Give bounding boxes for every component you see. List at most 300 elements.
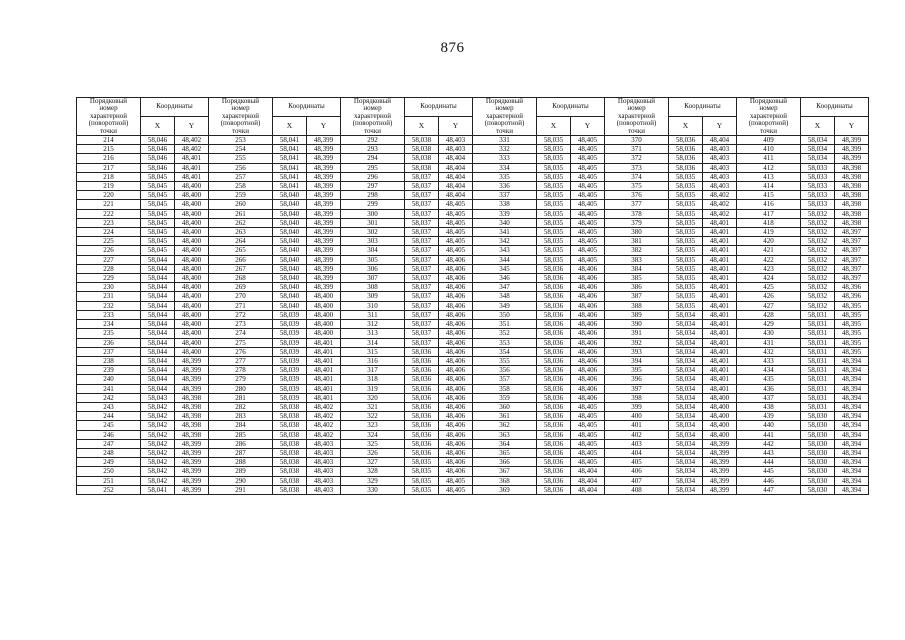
x-cell: 58,035 [669, 172, 703, 181]
point-number-cell: 376 [605, 191, 669, 200]
x-cell: 58,035 [537, 182, 571, 191]
y-cell: 48,398 [835, 200, 869, 209]
point-number-cell: 221 [77, 200, 141, 209]
y-cell: 48,395 [835, 338, 869, 347]
y-cell: 48,401 [703, 366, 737, 375]
x-cell: 58,042 [141, 412, 175, 421]
point-number-cell: 391 [605, 329, 669, 338]
x-cell: 58,041 [273, 154, 307, 163]
point-number-cell: 371 [605, 145, 669, 154]
point-number-cell: 233 [77, 310, 141, 319]
point-number-cell: 234 [77, 320, 141, 329]
x-cell: 58,034 [669, 329, 703, 338]
x-cell: 58,038 [405, 163, 439, 172]
y-cell: 48,406 [439, 283, 473, 292]
y-cell: 48,398 [175, 430, 209, 439]
point-number-cell: 281 [209, 393, 273, 402]
y-cell: 48,406 [439, 301, 473, 310]
y-cell: 48,403 [307, 485, 341, 494]
point-number-cell: 231 [77, 292, 141, 301]
y-cell: 48,399 [835, 136, 869, 145]
point-number-cell: 242 [77, 393, 141, 402]
point-number-cell: 315 [341, 347, 405, 356]
x-cell: 58,040 [273, 246, 307, 255]
y-cell: 48,405 [439, 209, 473, 218]
y-cell: 48,405 [571, 246, 605, 255]
x-cell: 58,039 [273, 366, 307, 375]
y-cell: 48,405 [571, 458, 605, 467]
y-cell: 48,394 [835, 421, 869, 430]
point-number-cell: 248 [77, 448, 141, 457]
point-number-cell: 217 [77, 163, 141, 172]
y-cell: 48,406 [439, 412, 473, 421]
y-cell: 48,401 [703, 356, 737, 365]
y-cell: 48,399 [307, 209, 341, 218]
point-number-cell: 287 [209, 448, 273, 457]
y-cell: 48,399 [307, 228, 341, 237]
y-cell: 48,394 [835, 476, 869, 485]
x-cell: 58,036 [537, 283, 571, 292]
point-number-cell: 344 [473, 255, 537, 264]
y-cell: 48,406 [439, 421, 473, 430]
point-number-cell: 339 [473, 209, 537, 218]
point-number-cell: 258 [209, 182, 273, 191]
table-row [77, 402, 869, 411]
y-cell: 48,406 [439, 448, 473, 457]
point-number-cell: 411 [737, 154, 801, 163]
point-number-cell: 305 [341, 255, 405, 264]
x-cell: 58,036 [405, 421, 439, 430]
x-cell: 58,032 [801, 301, 835, 310]
y-cell: 48,406 [571, 274, 605, 283]
y-cell: 48,405 [571, 439, 605, 448]
point-number-cell: 225 [77, 237, 141, 246]
point-number-cell: 241 [77, 384, 141, 393]
x-cell: 58,036 [537, 384, 571, 393]
point-number-cell: 373 [605, 163, 669, 172]
y-cell: 48,399 [175, 467, 209, 476]
x-cell: 58,044 [141, 255, 175, 264]
x-cell: 58,036 [537, 356, 571, 365]
y-cell: 48,403 [703, 163, 737, 172]
point-number-cell: 269 [209, 283, 273, 292]
point-number-cell: 409 [737, 136, 801, 145]
x-cell: 58,040 [273, 283, 307, 292]
x-cell: 58,037 [405, 310, 439, 319]
table-row [77, 356, 869, 365]
point-number-cell: 289 [209, 467, 273, 476]
table-row [77, 458, 869, 467]
x-cell: 58,036 [537, 366, 571, 375]
coordinates-table [76, 97, 869, 495]
point-number-cell: 330 [341, 485, 405, 494]
table-row [77, 310, 869, 319]
x-cell: 58,037 [405, 320, 439, 329]
y-cell: 48,402 [175, 145, 209, 154]
x-cell: 58,040 [273, 237, 307, 246]
y-cell: 48,394 [835, 458, 869, 467]
y-cell: 48,399 [175, 439, 209, 448]
y-cell: 48,406 [439, 347, 473, 356]
x-cell: 58,033 [801, 191, 835, 200]
point-number-cell: 384 [605, 264, 669, 273]
x-cell: 58,044 [141, 329, 175, 338]
point-number-cell: 316 [341, 356, 405, 365]
y-cell: 48,405 [571, 237, 605, 246]
x-cell: 58,031 [801, 356, 835, 365]
y-cell: 48,399 [307, 264, 341, 273]
point-number-cell: 302 [341, 228, 405, 237]
y-cell: 48,397 [835, 228, 869, 237]
coordinates-header: Координаты [537, 98, 605, 117]
x-cell: 58,042 [141, 439, 175, 448]
table-row [77, 329, 869, 338]
y-cell: 48,398 [175, 421, 209, 430]
point-number-cell: 325 [341, 439, 405, 448]
y-cell: 48,399 [703, 467, 737, 476]
point-number-cell: 360 [473, 402, 537, 411]
point-number-cell: 328 [341, 467, 405, 476]
point-number-cell: 278 [209, 366, 273, 375]
point-number-cell: 429 [737, 320, 801, 329]
y-cell: 48,400 [175, 218, 209, 227]
x-cell: 58,030 [801, 485, 835, 494]
y-cell: 48,401 [307, 356, 341, 365]
x-cell: 58,036 [405, 412, 439, 421]
table-row [77, 283, 869, 292]
y-cell: 48,399 [703, 485, 737, 494]
point-number-cell: 280 [209, 384, 273, 393]
table-row [77, 136, 869, 145]
y-cell: 48,404 [439, 154, 473, 163]
x-cell: 58,030 [801, 448, 835, 457]
point-number-cell: 275 [209, 338, 273, 347]
y-cell: 48,405 [439, 237, 473, 246]
point-number-cell: 232 [77, 301, 141, 310]
point-number-cell: 263 [209, 228, 273, 237]
coordinates-header: Координаты [801, 98, 869, 117]
y-cell: 48,401 [307, 366, 341, 375]
point-number-cell: 215 [77, 145, 141, 154]
y-cell: 48,406 [439, 255, 473, 264]
y-cell: 48,395 [835, 347, 869, 356]
x-cell: 58,034 [669, 356, 703, 365]
y-cell: 48,399 [307, 154, 341, 163]
x-cell: 58,036 [405, 448, 439, 457]
point-number-cell: 418 [737, 218, 801, 227]
point-number-cell: 313 [341, 329, 405, 338]
x-cell: 58,046 [141, 136, 175, 145]
point-number-cell: 264 [209, 237, 273, 246]
table-row [77, 218, 869, 227]
point-number-cell: 227 [77, 255, 141, 264]
y-cell: 48,399 [175, 476, 209, 485]
x-cell: 58,036 [537, 402, 571, 411]
point-number-cell: 279 [209, 375, 273, 384]
x-cell: 58,037 [405, 255, 439, 264]
point-number-cell: 337 [473, 191, 537, 200]
point-number-cell: 307 [341, 274, 405, 283]
point-number-cell: 293 [341, 145, 405, 154]
x-cell: 58,030 [801, 439, 835, 448]
y-cell: 48,405 [571, 430, 605, 439]
x-cell: 58,035 [537, 136, 571, 145]
point-number-cell: 387 [605, 292, 669, 301]
x-cell: 58,032 [801, 209, 835, 218]
x-cell: 58,034 [669, 467, 703, 476]
x-cell: 58,045 [141, 191, 175, 200]
y-cell: 48,394 [835, 366, 869, 375]
point-number-cell: 382 [605, 246, 669, 255]
coordinates-header: Координаты [669, 98, 737, 117]
x-cell: 58,037 [405, 237, 439, 246]
x-cell: 58,039 [273, 347, 307, 356]
point-number-cell: 237 [77, 347, 141, 356]
y-cell: 48,399 [307, 218, 341, 227]
y-cell: 48,399 [175, 366, 209, 375]
point-number-cell: 343 [473, 246, 537, 255]
y-cell: 48,401 [703, 264, 737, 273]
point-number-cell: 349 [473, 301, 537, 310]
point-number-cell: 260 [209, 200, 273, 209]
y-cell: 48,405 [571, 145, 605, 154]
y-cell: 48,401 [703, 292, 737, 301]
point-number-cell: 271 [209, 301, 273, 310]
point-number-cell: 257 [209, 172, 273, 181]
x-cell: 58,036 [669, 154, 703, 163]
x-cell: 58,033 [801, 182, 835, 191]
y-cell: 48,400 [175, 274, 209, 283]
x-cell: 58,034 [669, 310, 703, 319]
x-header: X [537, 117, 571, 136]
y-cell: 48,401 [703, 384, 737, 393]
y-cell: 48,399 [175, 375, 209, 384]
x-cell: 58,044 [141, 310, 175, 319]
point-number-cell: 365 [473, 448, 537, 457]
x-cell: 58,034 [669, 375, 703, 384]
table-row [77, 209, 869, 218]
point-number-cell: 352 [473, 329, 537, 338]
x-cell: 58,040 [273, 228, 307, 237]
x-cell: 58,036 [405, 439, 439, 448]
table-row [77, 320, 869, 329]
x-cell: 58,034 [669, 448, 703, 457]
point-number-cell: 265 [209, 246, 273, 255]
point-number-cell: 438 [737, 402, 801, 411]
x-cell: 58,040 [273, 255, 307, 264]
x-cell: 58,032 [801, 255, 835, 264]
point-number-cell: 388 [605, 301, 669, 310]
y-cell: 48,406 [439, 264, 473, 273]
x-cell: 58,040 [273, 264, 307, 273]
table-row [77, 182, 869, 191]
x-cell: 58,037 [405, 218, 439, 227]
y-cell: 48,406 [439, 430, 473, 439]
y-cell: 48,402 [307, 421, 341, 430]
point-number-cell: 245 [77, 421, 141, 430]
x-cell: 58,034 [669, 320, 703, 329]
point-number-cell: 311 [341, 310, 405, 319]
x-cell: 58,036 [537, 467, 571, 476]
table-row [77, 485, 869, 494]
point-number-cell: 377 [605, 200, 669, 209]
point-number-cell: 324 [341, 430, 405, 439]
y-cell: 48,400 [175, 283, 209, 292]
x-cell: 58,032 [801, 274, 835, 283]
x-cell: 58,038 [273, 485, 307, 494]
table-row [77, 274, 869, 283]
point-number-cell: 403 [605, 439, 669, 448]
y-cell: 48,400 [703, 393, 737, 402]
point-number-cell: 419 [737, 228, 801, 237]
x-cell: 58,040 [273, 209, 307, 218]
x-cell: 58,038 [273, 458, 307, 467]
y-cell: 48,403 [307, 448, 341, 457]
point-number-cell: 219 [77, 182, 141, 191]
y-cell: 48,406 [439, 356, 473, 365]
x-cell: 58,034 [669, 458, 703, 467]
point-number-cell: 318 [341, 375, 405, 384]
y-cell: 48,400 [307, 320, 341, 329]
y-cell: 48,405 [571, 448, 605, 457]
y-cell: 48,405 [439, 246, 473, 255]
point-number-cell: 214 [77, 136, 141, 145]
x-cell: 58,034 [669, 366, 703, 375]
y-cell: 48,400 [307, 329, 341, 338]
x-cell: 58,035 [405, 467, 439, 476]
point-number-cell: 341 [473, 228, 537, 237]
y-cell: 48,405 [571, 191, 605, 200]
point-number-cell: 359 [473, 393, 537, 402]
y-cell: 48,405 [439, 476, 473, 485]
y-cell: 48,400 [175, 182, 209, 191]
x-cell: 58,034 [669, 476, 703, 485]
x-cell: 58,036 [537, 476, 571, 485]
x-cell: 58,034 [801, 154, 835, 163]
y-cell: 48,406 [571, 366, 605, 375]
point-number-cell: 272 [209, 310, 273, 319]
x-cell: 58,034 [669, 338, 703, 347]
point-number-cell: 249 [77, 458, 141, 467]
x-cell: 58,032 [801, 283, 835, 292]
x-cell: 58,041 [273, 172, 307, 181]
x-cell: 58,035 [405, 458, 439, 467]
table-row [77, 145, 869, 154]
point-number-cell: 408 [605, 485, 669, 494]
point-number-cell: 335 [473, 172, 537, 181]
x-cell: 58,035 [669, 246, 703, 255]
x-cell: 58,035 [537, 154, 571, 163]
y-cell: 48,397 [835, 246, 869, 255]
y-cell: 48,402 [307, 412, 341, 421]
point-number-cell: 223 [77, 218, 141, 227]
point-number-cell: 348 [473, 292, 537, 301]
x-cell: 58,038 [405, 136, 439, 145]
x-cell: 58,038 [273, 421, 307, 430]
point-number-cell: 383 [605, 255, 669, 264]
y-cell: 48,398 [835, 218, 869, 227]
point-number-cell: 267 [209, 264, 273, 273]
y-cell: 48,401 [703, 338, 737, 347]
point-number-cell: 396 [605, 375, 669, 384]
x-cell: 58,038 [273, 430, 307, 439]
point-number-cell: 361 [473, 412, 537, 421]
x-cell: 58,036 [669, 145, 703, 154]
page-number: 876 [440, 40, 465, 56]
x-cell: 58,037 [405, 264, 439, 273]
x-cell: 58,039 [273, 356, 307, 365]
x-cell: 58,035 [405, 485, 439, 494]
point-number-cell: 347 [473, 283, 537, 292]
y-cell: 48,398 [175, 412, 209, 421]
x-cell: 58,038 [273, 402, 307, 411]
y-cell: 48,399 [307, 246, 341, 255]
point-number-cell: 353 [473, 338, 537, 347]
y-cell: 48,405 [571, 182, 605, 191]
point-number-cell: 431 [737, 338, 801, 347]
y-cell: 48,402 [703, 209, 737, 218]
point-number-cell: 435 [737, 375, 801, 384]
x-cell: 58,036 [537, 301, 571, 310]
y-cell: 48,403 [703, 145, 737, 154]
point-number-cell: 304 [341, 246, 405, 255]
coordinates-header: Координаты [141, 98, 209, 117]
x-cell: 58,038 [273, 448, 307, 457]
point-number-cell: 331 [473, 136, 537, 145]
point-number-cell: 308 [341, 283, 405, 292]
point-number-cell: 319 [341, 384, 405, 393]
point-number-cell: 426 [737, 292, 801, 301]
x-cell: 58,044 [141, 347, 175, 356]
point-number-cell: 306 [341, 264, 405, 273]
x-cell: 58,036 [537, 310, 571, 319]
point-number-cell: 420 [737, 237, 801, 246]
y-cell: 48,401 [307, 393, 341, 402]
point-number-cell: 320 [341, 393, 405, 402]
y-cell: 48,399 [175, 485, 209, 494]
x-cell: 58,040 [273, 274, 307, 283]
y-cell: 48,398 [835, 209, 869, 218]
x-cell: 58,044 [141, 375, 175, 384]
y-cell: 48,401 [703, 329, 737, 338]
y-cell: 48,401 [703, 375, 737, 384]
x-cell: 58,036 [537, 393, 571, 402]
y-cell: 48,406 [439, 366, 473, 375]
x-cell: 58,036 [537, 439, 571, 448]
table-row [77, 237, 869, 246]
y-header: Y [307, 117, 341, 136]
point-number-cell: 368 [473, 476, 537, 485]
y-cell: 48,394 [835, 448, 869, 457]
point-number-cell: 296 [341, 172, 405, 181]
y-cell: 48,403 [307, 439, 341, 448]
x-cell: 58,044 [141, 292, 175, 301]
point-number-cell: 239 [77, 366, 141, 375]
x-cell: 58,035 [537, 237, 571, 246]
y-cell: 48,398 [835, 191, 869, 200]
point-number-cell: 300 [341, 209, 405, 218]
y-cell: 48,398 [835, 163, 869, 172]
y-cell: 48,403 [307, 458, 341, 467]
x-cell: 58,045 [141, 182, 175, 191]
y-cell: 48,401 [175, 163, 209, 172]
point-number-cell: 358 [473, 384, 537, 393]
x-cell: 58,035 [537, 218, 571, 227]
point-number-cell: 268 [209, 274, 273, 283]
x-cell: 58,036 [537, 375, 571, 384]
point-number-cell: 393 [605, 347, 669, 356]
y-cell: 48,400 [175, 237, 209, 246]
